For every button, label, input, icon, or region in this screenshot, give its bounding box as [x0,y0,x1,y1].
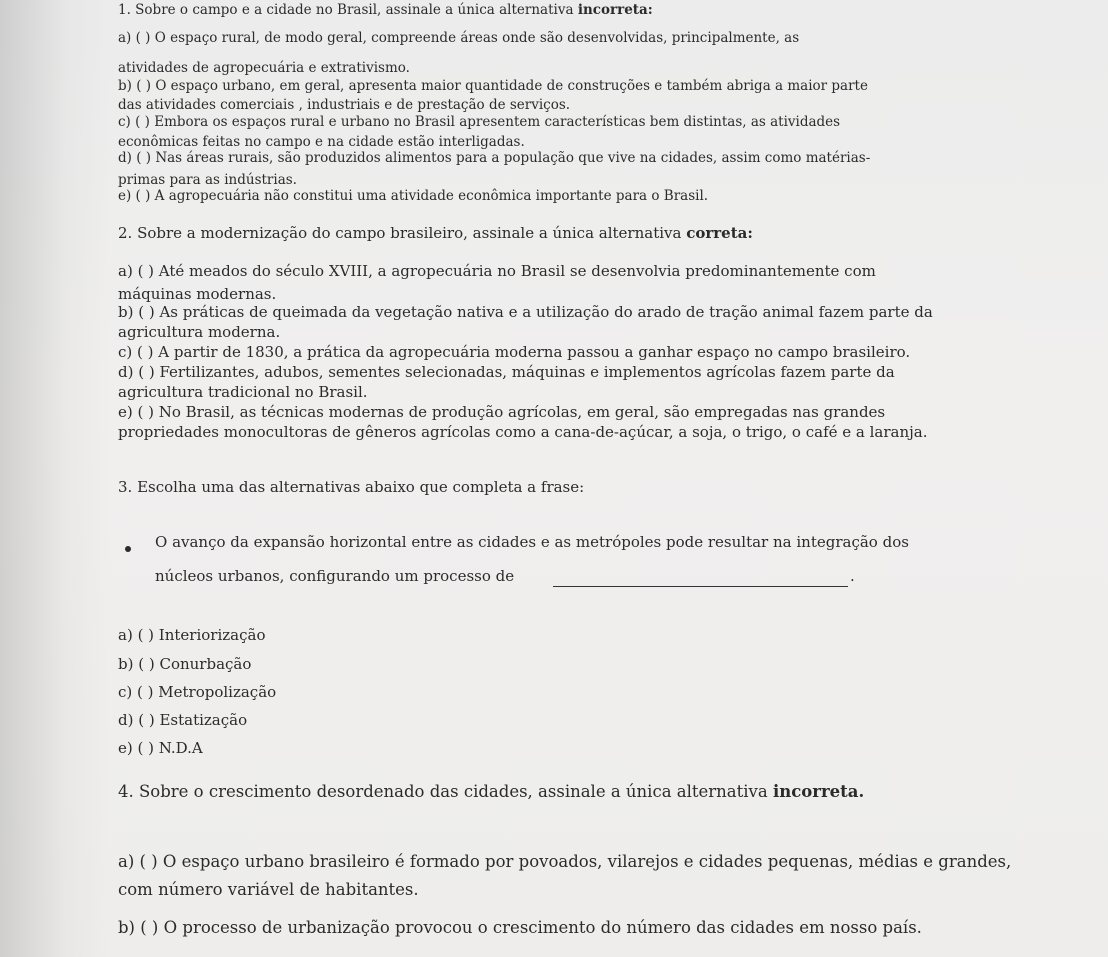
q1-option-d-line1: d) ( ) Nas áreas rurais, são produzidos alimentos para a população que vive na cidades, assim como matérias- [118,150,871,166]
q1-option-a-line2: atividades de agropecuária e extrativismo. [118,60,410,76]
q1-option-c-line1: c) ( ) Embora os espaços rural e urbano no Brasil apresentem características bem distintas, as atividades [118,114,841,130]
q4-option-a-line2: com número variável de habitantes. [118,880,419,899]
q2-option-d-line1: d) ( ) Fertilizantes, adubos, sementes selecionadas, máquinas e implementos agrícolas fazem parte da [118,363,895,381]
q1-option-b-line2: das atividades comerciais , industriais e de prestação de serviços. [118,97,571,113]
q1-option-d-line2: primas para as indústrias. [118,172,297,188]
q2-option-c: c) ( ) A partir de 1830, a prática da agropecuária moderna passou a ganhar espaço no campo brasileiro. [118,343,911,361]
q4-title [118,782,864,801]
q4-title-emphasis: incorreta. [772,782,865,801]
q1-option-a-line1: a) ( ) O espaço rural, de modo geral, compreende áreas onde são desenvolvidas, principalmente, as [118,30,800,46]
q1-option-b-line1: b) ( ) O espaço urbano, em geral, apresenta maior quantidade de construções e também abriga a maior parte [118,78,868,94]
q2-option-e-line2: propriedades monocultoras de gêneros agrícolas como a cana-de-açúcar, a soja, o trigo, o café e a laranja. [118,423,928,441]
q2-option-a-line2: máquinas modernas. [118,285,277,303]
q2-title-text: 2. Sobre a modernização do campo brasileiro, assinale a única alternativa [118,224,687,242]
page-edge-shadow [0,0,110,957]
q2-option-a-line1: a) ( ) Até meados do século XVIII, a agropecuária no Brasil se desenvolvia predominantemente com [118,262,876,280]
q1-option-e: e) ( ) A agropecuária não constitui uma atividade econômica importante para o Brasil. [118,188,709,204]
q2-option-b-line2: agricultura moderna. [118,323,281,341]
q3-statement-end: . [850,567,855,585]
q1-option-c-line2: econômicas feitas no campo e na cidade estão interligadas. [118,134,525,150]
q2-option-d-line2: agricultura tradicional no Brasil. [118,383,368,401]
q3-option-e[interactable]: e) ( ) N.D.A [118,739,203,757]
q2-option-b-line1: b) ( ) As práticas de queimada da vegetação nativa e a utilização do arado de tração animal fazem parte da [118,303,933,321]
q3-bullet-point [125,546,131,552]
q4-option-b-line1: b) ( ) O processo de urbanização provocou o crescimento do número das cidades em nosso país. [118,918,922,937]
q3-option-c[interactable]: c) ( ) Metropolização [118,683,277,701]
q3-title: 3. Escolha uma das alternativas abaixo que completa a frase: [118,478,585,496]
q3-option-d[interactable]: d) ( ) Estatização [118,711,248,729]
q4-title-text: 4. Sobre o crescimento desordenado das cidades, assinale a única alternativa [118,782,773,801]
q3-statement-line2: núcleos urbanos, configurando um processo de [155,567,515,585]
q3-option-a[interactable]: a) ( ) Interiorização [118,626,266,644]
q1-title [118,2,653,18]
q2-title [118,224,753,242]
q3-answer-blank[interactable] [553,586,848,587]
q1-title-text: 1. Sobre o campo e a cidade no Brasil, assinale a única alternativa [118,2,578,18]
q4-option-a-line1: a) ( ) O espaço urbano brasileiro é formado por povoados, vilarejos e cidades pequenas, médias e grandes, [118,852,1012,871]
q2-title-emphasis: correta: [686,224,753,242]
q1-title-emphasis: incorreta: [577,2,653,18]
q3-statement-line1: O avanço da expansão horizontal entre as cidades e as metrópoles pode resultar na integração dos [155,533,909,551]
q3-option-b[interactable]: b) ( ) Conurbação [118,655,252,673]
q2-option-e-line1: e) ( ) No Brasil, as técnicas modernas de produção agrícolas, em geral, são empregadas nas grandes [118,403,886,421]
